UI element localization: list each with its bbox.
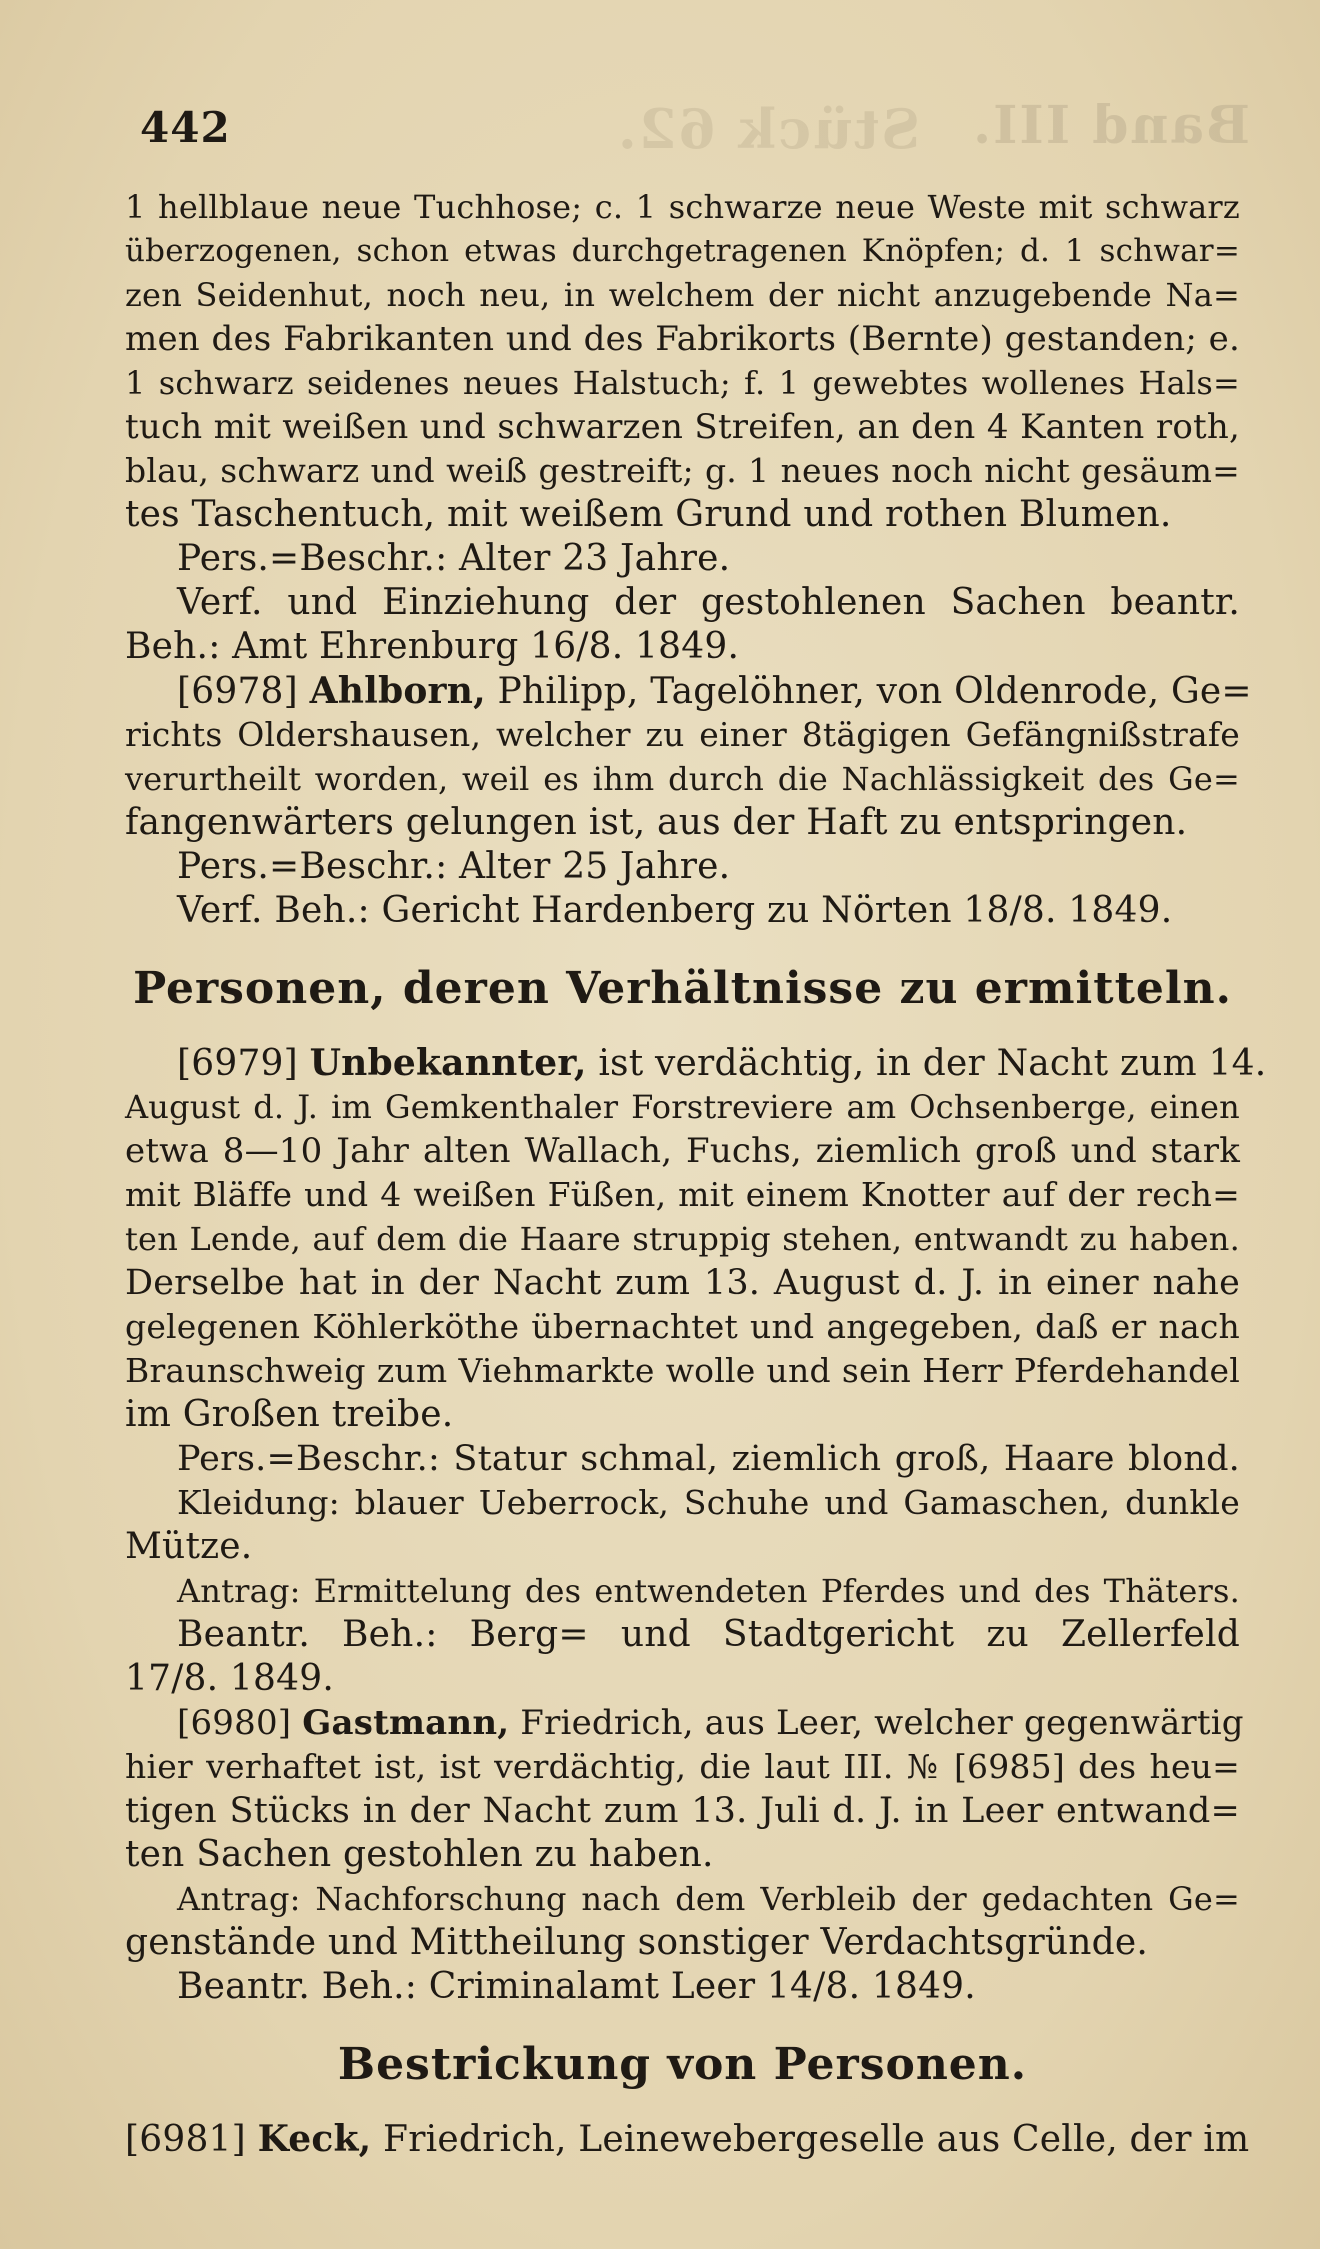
text-line: fangenwärters gelungen ist, aus der Haft zu entspringen. xyxy=(125,802,1188,843)
text-line: ten Lende, auf dem die Haare struppig stehen, entwandt zu haben. xyxy=(125,1220,1240,1258)
text-line: verurtheilt worden, weil es ihm durch die Nachlässigkeit des Ge= xyxy=(125,760,1240,798)
procedure-line: Beh.: Amt Ehrenburg 16/8. 1849. xyxy=(125,626,740,667)
requesting-authority: Beantr. Beh.: Berg= und Stadtgericht zu Zellerfeld xyxy=(177,1614,1240,1655)
entry-6978 xyxy=(125,669,1252,933)
entry-name: Keck, xyxy=(257,2118,372,2160)
section-heading: Bestrickung von Personen. xyxy=(337,2039,1028,2090)
request-line: Antrag: Ermittelung des entwendeten Pferdes und des Thäters. xyxy=(177,1572,1240,1610)
text-line: August d. J. im Gemkenthaler Forstreviere am Ochsenberge, einen xyxy=(125,1088,1240,1126)
entry-6979 xyxy=(125,1041,1267,1701)
text-line: mit Bläffe und 4 weißen Füßen, mit einem Knotter auf der rech= xyxy=(125,1175,1240,1214)
request-line: Antrag: Nachforschung nach dem Verbleib der gedachten Ge= xyxy=(177,1880,1240,1918)
entry-number: [6978] xyxy=(177,671,298,712)
page-body xyxy=(125,185,1267,2161)
entry-first-line xyxy=(125,669,1252,713)
bleed-through-text-right: Band III. xyxy=(971,95,1250,156)
entry-number: [6980] xyxy=(177,1703,292,1743)
text-line: gelegenen Köhlerköthe übernachtet und angegeben, daß er nach xyxy=(125,1307,1240,1346)
text-line: tes Taschentuch, mit weißem Grund und rothen Blumen. xyxy=(125,494,1172,535)
entry-first-line xyxy=(125,1701,1244,1745)
entry-6981 xyxy=(125,2117,1250,2161)
personal-description: Pers.=Beschr.: Alter 23 Jahre. xyxy=(177,538,731,579)
procedure-line: Verf. und Einziehung der gestohlenen Sachen beantr. xyxy=(177,582,1240,623)
text-line: hier verhaftet ist, ist verdächtig, die laut III. № [6985] des heu= xyxy=(125,1747,1240,1786)
personal-description: Pers.=Beschr.: Statur schmal, ziemlich groß, Haare blond. xyxy=(177,1439,1240,1479)
entry-number: [6979] xyxy=(177,1043,298,1084)
text-line: tuch mit weißen und schwarzen Streifen, an den 4 Kanten roth, xyxy=(125,407,1240,447)
running-head xyxy=(140,95,1250,165)
text-line: blau, schwarz und weiß gestreift; g. 1 neues noch nicht gesäum= xyxy=(125,451,1240,490)
entry-name: Gastmann, xyxy=(302,1703,510,1743)
procedure-authority: Verf. Beh.: Gericht Hardenberg zu Nörten 18/8. 1849. xyxy=(177,890,1173,931)
section-heading: Personen, deren Verhältnisse zu ermitteln. xyxy=(133,963,1232,1014)
text-line: 1 schwarz seidenes neues Halstuch; f. 1 gewebtes wollenes Hals= xyxy=(125,364,1240,402)
personal-description: Pers.=Beschr.: Alter 25 Jahre. xyxy=(177,846,731,887)
entry-6980 xyxy=(125,1701,1244,2009)
clothing-line: Mütze. xyxy=(125,1526,253,1567)
entry-text: Friedrich, aus Leer, welcher gegenwärtig xyxy=(520,1703,1244,1743)
requesting-authority: 17/8. 1849. xyxy=(125,1658,334,1699)
text-line: Braunschweig zum Viehmarkte wolle und sein Herr Pferdehandel xyxy=(125,1351,1240,1390)
text-line: men des Fabrikanten und des Fabrikorts (Bernte) gestanden; e. xyxy=(125,319,1240,359)
text-line: tigen Stücks in der Nacht zum 13. Juli d. J. in Leer entwand= xyxy=(125,1791,1240,1831)
entry-name: Ahlborn, xyxy=(309,670,486,712)
entry-first-line xyxy=(125,2117,1250,2161)
entry-number: [6981] xyxy=(125,2119,246,2160)
bleed-through-text-left: Stück 62. xyxy=(615,97,920,161)
requesting-authority: Beantr. Beh.: Criminalamt Leer 14/8. 1849. xyxy=(177,1966,976,2007)
entry-text: ist verdächtig, in der Nacht zum 14. xyxy=(598,1043,1267,1084)
text-line: im Großen treibe. xyxy=(125,1394,454,1435)
clothing-line: Kleidung: blauer Ueberrock, Schuhe und Gamaschen, dunkle xyxy=(177,1483,1240,1522)
entry-text: Philipp, Tagelöhner, von Oldenrode, Ge= xyxy=(497,671,1252,712)
request-line: genstände und Mittheilung sonstiger Verdachtsgründe. xyxy=(125,1922,1149,1963)
text-line: zen Seidenhut, noch neu, in welchem der nicht anzugebende Na= xyxy=(125,276,1240,314)
text-line: 1 hellblaue neue Tuchhose; c. 1 schwarze neue Weste mit schwarz xyxy=(125,188,1240,226)
text-line: überzogenen, schon etwas durchgetragenen Knöpfen; d. 1 schwar= xyxy=(125,233,1240,269)
entry-first-line xyxy=(125,1041,1267,1085)
entry-name: Unbekannter, xyxy=(309,1042,587,1084)
entry-text: Friedrich, Leinewebergeselle aus Celle, der im xyxy=(383,2119,1250,2160)
entry-6977-continuation xyxy=(125,185,1240,669)
text-line: ten Sachen gestohlen zu haben. xyxy=(125,1834,714,1875)
text-line: Derselbe hat in der Nacht zum 13. August d. J. in einer nahe xyxy=(125,1263,1240,1303)
text-line: richts Oldershausen, welcher zu einer 8tägigen Gefängnißstrafe xyxy=(125,715,1240,754)
page-number: 442 xyxy=(140,103,231,152)
text-line: etwa 8—10 Jahr alten Wallach, Fuchs, ziemlich groß und stark xyxy=(125,1131,1240,1171)
